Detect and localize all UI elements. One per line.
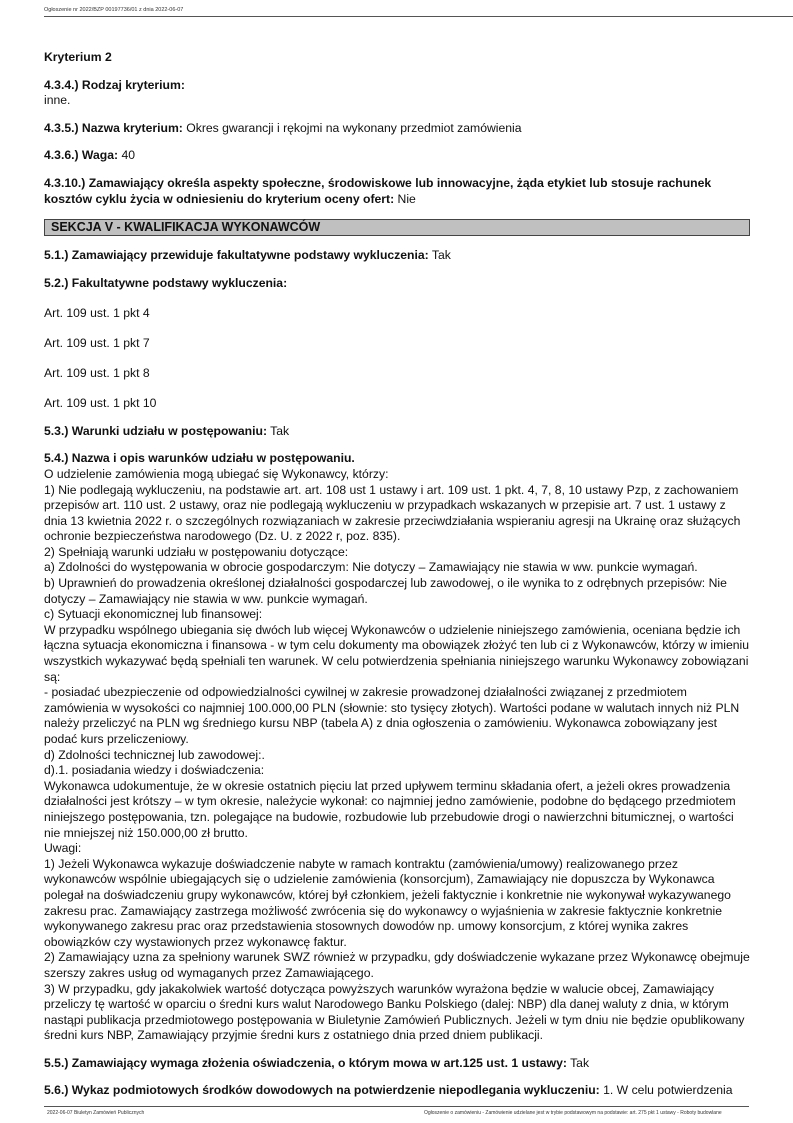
- item-5-1: [44, 248, 750, 264]
- paragraph: - posiadać ubezpieczenie od odpowiedzialności cywilnej w zakresie prowadzonej działalności związanej z przedmiotem zamówienia w wysokości co najmniej 100.000,00 PLN (słownie: sto tysięcy złotych). Wartości podane w walutach innych niż PLN należy przeliczyć na PLN wg średniego kursu NBP (tabela A) z dnia ogłoszenia o zamówieniu. Wykonawca zobowiązany jest podać kurs przeliczeniowy.: [44, 685, 740, 746]
- page-header: Ogłoszenie nr 2022/BZP 00197736/01 z dnia 2022-06-07: [44, 7, 184, 13]
- paragraph: d) Zdolności technicznej lub zawodowej:.: [44, 747, 265, 762]
- item-5-5: [44, 1056, 750, 1072]
- footer-divider: [44, 1106, 749, 1107]
- paragraph: 3) W przypadku, gdy jakakolwiek wartość dotycząca powyższych warunków wyrażona będzie w walucie obcej, Zamawiający przeliczy tę wartość w oparciu o średni kurs walut Narodowego Banku Polskiego (dalej: NBP) dla danej waluty z dnia, w którym nastąpi publikacja przedmiotowego postępowania w Biuletynie Zamówień Publicznych. Jeżeli w tym dniu nie będzie opublikowany średni kurs NBP, Zamawiający przyjmie średni kurs z ostatniego dnia przed dniem publikacji.: [44, 981, 745, 1043]
- criterion-weight: [44, 148, 750, 164]
- paragraph: b) Uprawnień do prowadzenia określonej działalności gospodarczej lub zawodowej, o ile wynika to z odrębnych przepisów: Nie dotyczy – Zamawiający nie stawia w ww. punkcie wymagań.: [44, 576, 727, 606]
- item-5-5-label: 5.5.) Zamawiający wymaga złożenia oświadczenia, o którym mowa w art.125 ust. 1 ustawy:: [44, 1055, 567, 1070]
- criterion-name-label: 4.3.5.) Nazwa kryterium:: [44, 120, 183, 135]
- paragraph: O udzielenie zamówienia mogą ubiegać się Wykonawcy, którzy:: [44, 466, 389, 481]
- criterion-aspects-value: Nie: [394, 191, 416, 206]
- paragraph: c) Sytuacji ekonomicznej lub finansowej:: [44, 607, 263, 622]
- footer-left: 2022-06-07 Biuletyn Zamówień Publicznych: [47, 1110, 145, 1116]
- criterion-name: [44, 121, 750, 137]
- criterion-name-value: Okres gwarancji i rękojmi na wykonany przedmiot zamówienia: [182, 120, 522, 135]
- document-body: [44, 50, 750, 1111]
- criterion-type: [44, 78, 750, 109]
- paragraph: d).1. posiadania wiedzy i doświadczenia:: [44, 763, 265, 778]
- paragraph: 2) Zamawiający uzna za spełniony warunek SWZ również w przypadku, gdy doświadczenie wykazane przez Wykonawcę obejmuje szerszy zakres usług od wymaganych przez Zamawiającego.: [44, 950, 750, 980]
- item-5-6-value: 1. W celu potwierdzenia: [599, 1083, 733, 1098]
- item-5-4: [44, 451, 750, 1044]
- footer-right: Ogłoszenie o zamówieniu - Zamówienie udzielane jest w trybie podstawowym na podstawie: art. 275 pkt 1 ustawy - Roboty budowlane: [424, 1110, 722, 1116]
- paragraph: Wykonawca udokumentuje, że w okresie ostatnich pięciu lat przed upływem terminu składania ofert, a jeżeli okres prowadzenia działalności jest krótszy – w tym okresie, należycie wykonał: co najmniej jedno zamówienie, podobne do będącego przedmiotem niniejszego postępowania, tzn. polegające na budowie, rozbudowie lub przebudowie drogi o nawierzchni bitumicznej, o wartości nie mniejszej niż 150.000,00 zł brutto.: [44, 778, 736, 840]
- criterion-type-value: inne.: [44, 93, 71, 108]
- paragraph: 1) Nie podlegają wykluczeniu, na podstawie art. art. 108 ust 1 ustawy i art. 109 ust. 1 pkt. 4, 7, 8, 10 ustawy Pzp, z zachowaniem przepisów art. 110 ust. 2 ustawy, oraz nie podlegają wykluczeniu w przypadkach wskazanych w przepisie art. 7 ust. 1 ustawy z dnia 13 kwietnia 2022 r. o szczególnych rozwiązaniach w zakresie przeciwdziałania wspieraniu agresji na Ukrainę oraz służących ochronie bezpieczeństwa narodowego (Dz. U. z 2022 r, poz. 835).: [44, 482, 741, 544]
- item-5-4-label: 5.4.) Nazwa i opis warunków udziału w postępowaniu.: [44, 451, 355, 466]
- item-5-3-value: Tak: [267, 423, 290, 438]
- exclusion-ground: Art. 109 ust. 1 pkt 7: [44, 335, 150, 350]
- exclusion-ground: Art. 109 ust. 1 pkt 10: [44, 396, 157, 411]
- paragraph: 1) Jeżeli Wykonawca wykazuje doświadczenie nabyte w ramach kontraktu (zamówienia/umowy) realizowanego przez wykonawców wspólnie ubiegających się o udzielenie zamówienia (konsorcjum), Zamawiający nie dopuszcza by Wykonawca polegał na doświadczeniu grupy wykonawców, której był członkiem, jeżeli faktycznie i konkretnie nie wykonywał wykazywanego zakresu prac. Zamawiający zastrzega możliwość zwrócenia się do wykonawcy o wyjaśnienia w zakresie faktycznie konkretnie wykonywanego zakresu prac oraz przedstawienia stosownych dowodów np. umowy konsorcjum, z której wynika zakres obowiązków czy wystawionych przez wykonawcę faktur.: [44, 856, 731, 949]
- item-5-3: [44, 424, 750, 440]
- item-5-1-label: 5.1.) Zamawiający przewiduje fakultatywne podstawy wykluczenia:: [44, 248, 429, 263]
- item-5-6: [44, 1083, 750, 1099]
- item-5-2-label: 5.2.) Fakultatywne podstawy wykluczenia:: [44, 275, 288, 290]
- item-5-3-label: 5.3.) Warunki udziału w postępowaniu:: [44, 423, 267, 438]
- header-divider: [44, 16, 793, 17]
- paragraph: 2) Spełniają warunki udziału w postępowaniu dotyczące:: [44, 544, 349, 559]
- criterion-aspects: [44, 176, 750, 207]
- criterion-weight-value: 40: [118, 148, 136, 163]
- item-5-1-value: Tak: [428, 248, 451, 263]
- paragraph: W przypadku wspólnego ubiegania się dwóch lub więcej Wykonawców o udzielenie niniejszego zamówienia, oceniana będzie ich łączna sytuacja ekonomiczna i finansowa - w tym celu dokumenty ma obowiązek złożyć ten lub ci z Wykonawców, którzy w imieniu wszystkich wykazywać będą spełniali ten warunek. W celu potwierdzenia spełniania niniejszego warunku Wykonawcy zobowiązani są:: [44, 622, 750, 684]
- exclusion-ground: Art. 109 ust. 1 pkt 4: [44, 305, 150, 320]
- criterion-weight-label: 4.3.6.) Waga:: [44, 148, 119, 163]
- paragraph: a) Zdolności do występowania w obrocie gospodarczym: Nie dotyczy – Zamawiający nie stawia w ww. punkcie wymagań.: [44, 560, 698, 575]
- item-5-5-value: Tak: [566, 1055, 590, 1070]
- section-header: SEKCJA V - KWALIFIKACJA WYKONAWCÓW: [44, 219, 750, 236]
- criterion-type-label: 4.3.4.) Rodzaj kryterium:: [44, 77, 185, 92]
- criterion-title: Kryterium 2: [44, 50, 112, 64]
- criterion-aspects-label: 4.3.10.) Zamawiający określa aspekty społeczne, środowiskowe lub innowacyjne, żąda etykiet lub stosuje rachunek kosztów cyklu życia w odniesieniu do kryterium oceny ofert:: [44, 175, 712, 206]
- exclusion-ground: Art. 109 ust. 1 pkt 8: [44, 366, 150, 381]
- paragraph: Uwagi:: [44, 841, 82, 856]
- item-5-6-label: 5.6.) Wykaz podmiotowych środków dowodowych na potwierdzenie niepodlegania wykluczeniu:: [44, 1083, 600, 1098]
